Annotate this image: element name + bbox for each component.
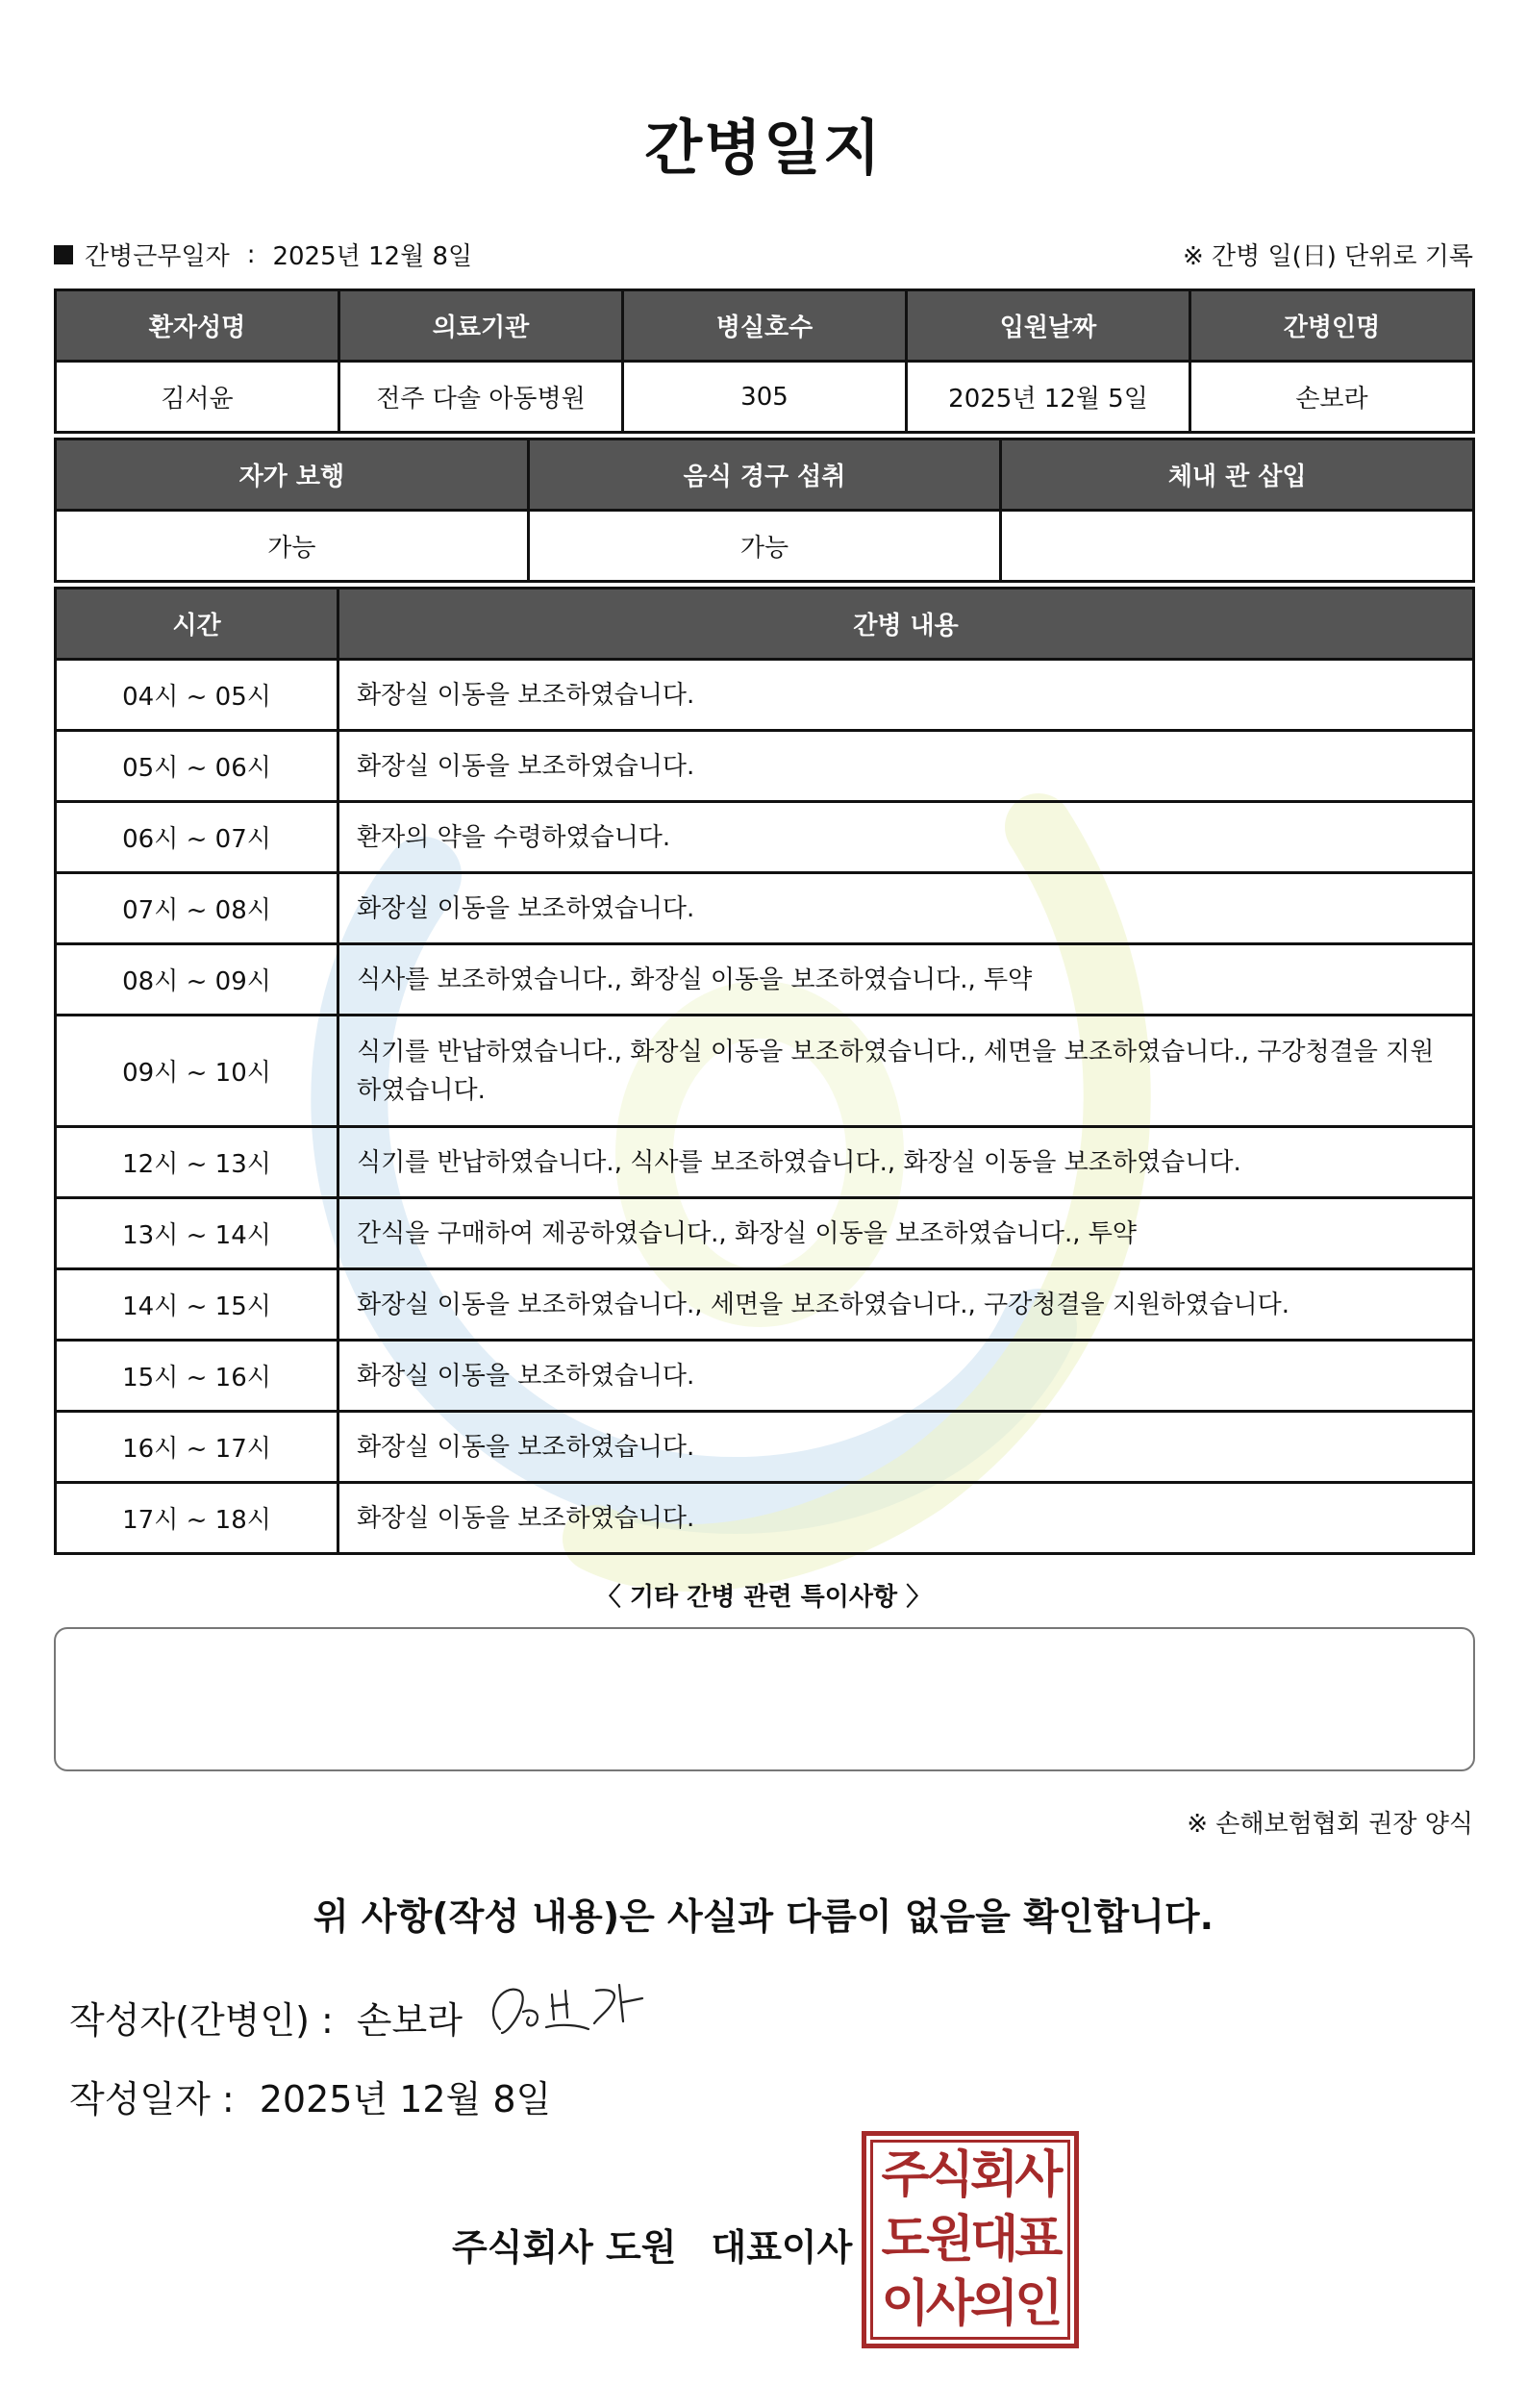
work-date-value: 2025년 12월 8일 xyxy=(272,242,473,271)
log-content: 화장실 이동을 보조하였습니다. xyxy=(338,660,1474,731)
work-date-line xyxy=(54,237,472,272)
care-log-header-row xyxy=(56,589,1474,660)
work-date-label: 간병근무일자 xyxy=(85,242,230,271)
patient-name: 김서윤 xyxy=(56,362,339,433)
work-date-separator: : xyxy=(246,239,256,269)
log-time: 04시 ~ 05시 xyxy=(56,660,338,731)
header-institution: 의료기관 xyxy=(339,290,623,362)
patient-status-table xyxy=(54,438,1475,583)
company-seal-stamp xyxy=(862,2131,1079,2348)
caregiver-name: 손보라 xyxy=(1190,362,1474,433)
writer-label: 작성자(간병인) : xyxy=(69,1999,334,2042)
tube-insertion-value xyxy=(1001,511,1474,582)
company-ceo-title: 대표이사 xyxy=(711,2226,853,2269)
square-bullet-icon xyxy=(54,245,73,264)
table-row xyxy=(56,660,1474,731)
log-content: 환자의 약을 수령하였습니다. xyxy=(338,802,1474,873)
header-tube-insertion: 체내 관 삽입 xyxy=(1001,439,1474,511)
log-time: 08시 ~ 09시 xyxy=(56,944,338,1016)
seal-text-row: 주식회사 xyxy=(881,2145,1060,2204)
header-oral-intake: 음식 경구 섭취 xyxy=(528,439,1001,511)
self-walking-value: 가능 xyxy=(56,511,529,582)
log-time: 12시 ~ 13시 xyxy=(56,1127,338,1198)
written-date-value: 2025년 12월 8일 xyxy=(259,2078,552,2120)
seal-text-row: 도원대표 xyxy=(881,2210,1060,2269)
patient-info-header-row xyxy=(56,290,1474,362)
log-content: 화장실 이동을 보조하였습니다. xyxy=(338,731,1474,802)
log-content: 화장실 이동을 보조하였습니다., 세면을 보조하였습니다., 구강청결을 지원하였습니다. xyxy=(338,1269,1474,1341)
status-header-row xyxy=(56,439,1474,511)
log-time: 15시 ~ 16시 xyxy=(56,1341,338,1412)
table-row xyxy=(56,1269,1474,1341)
header-admission-date: 입원날짜 xyxy=(907,290,1190,362)
patient-info-value-row xyxy=(56,362,1474,433)
writer-line xyxy=(69,1991,463,2044)
header-caregiver-name: 간병인명 xyxy=(1190,290,1474,362)
header-care-content: 간병 내용 xyxy=(338,589,1474,660)
patient-info-table xyxy=(54,288,1475,434)
table-row xyxy=(56,1483,1474,1554)
log-time: 05시 ~ 06시 xyxy=(56,731,338,802)
log-content: 식기를 반납하였습니다., 식사를 보조하였습니다., 화장실 이동을 보조하였습니다. xyxy=(338,1127,1474,1198)
company-signature-line xyxy=(452,2218,852,2270)
header-time: 시간 xyxy=(56,589,338,660)
table-row xyxy=(56,1412,1474,1483)
log-content: 화장실 이동을 보조하였습니다. xyxy=(338,1412,1474,1483)
table-row xyxy=(56,1016,1474,1127)
seal-inner-border xyxy=(870,2140,1070,2340)
log-time: 17시 ~ 18시 xyxy=(56,1483,338,1554)
special-notes-title: 〈 기타 간병 관련 특이사항 〉 xyxy=(595,1583,932,1612)
log-time: 06시 ~ 07시 xyxy=(56,802,338,873)
log-time: 16시 ~ 17시 xyxy=(56,1412,338,1483)
log-content: 간식을 구매하여 제공하였습니다., 화장실 이동을 보조하였습니다., 투약 xyxy=(338,1198,1474,1269)
special-notes-box xyxy=(54,1627,1475,1771)
unit-note: ※ 간병 일(日) 단위로 기록 xyxy=(1182,242,1473,271)
log-content: 화장실 이동을 보조하였습니다. xyxy=(338,1483,1474,1554)
log-time: 07시 ~ 08시 xyxy=(56,873,338,944)
log-content: 식사를 보조하였습니다., 화장실 이동을 보조하였습니다., 투약 xyxy=(338,944,1474,1016)
log-content: 식기를 반납하였습니다., 화장실 이동을 보조하였습니다., 세면을 보조하였습니다., 구강청결을 지원하였습니다. xyxy=(338,1016,1474,1127)
seal-text-row: 이사의인 xyxy=(881,2275,1060,2334)
table-row xyxy=(56,1127,1474,1198)
written-date-label: 작성일자 : xyxy=(69,2078,235,2120)
header-self-walking: 자가 보행 xyxy=(56,439,529,511)
log-time: 09시 ~ 10시 xyxy=(56,1016,338,1127)
table-row xyxy=(56,1198,1474,1269)
table-row xyxy=(56,873,1474,944)
room-number: 305 xyxy=(623,362,907,433)
care-log-table xyxy=(54,587,1475,1555)
table-row xyxy=(56,944,1474,1016)
admission-date: 2025년 12월 5일 xyxy=(907,362,1190,433)
status-value-row xyxy=(56,511,1474,582)
writer-name: 손보라 xyxy=(356,1999,463,2042)
header-room-number: 병실호수 xyxy=(623,290,907,362)
table-row xyxy=(56,802,1474,873)
written-date-line xyxy=(69,2069,551,2122)
handwritten-signature xyxy=(473,1973,656,2050)
confirmation-statement: 위 사항(작성 내용)은 사실과 다름이 없음을 확인합니다. xyxy=(313,1895,1214,1938)
institution: 전주 다솔 아동병원 xyxy=(339,362,623,433)
log-content: 화장실 이동을 보조하였습니다. xyxy=(338,1341,1474,1412)
form-source-note: ※ 손해보험협회 권장 양식 xyxy=(1187,1810,1473,1839)
log-content: 화장실 이동을 보조하였습니다. xyxy=(338,873,1474,944)
document-title: 간병일지 xyxy=(644,113,883,183)
table-row xyxy=(56,731,1474,802)
log-time: 14시 ~ 15시 xyxy=(56,1269,338,1341)
company-name: 주식회사 도원 xyxy=(452,2226,677,2269)
oral-intake-value: 가능 xyxy=(528,511,1001,582)
table-row xyxy=(56,1341,1474,1412)
log-time: 13시 ~ 14시 xyxy=(56,1198,338,1269)
header-patient-name: 환자성명 xyxy=(56,290,339,362)
